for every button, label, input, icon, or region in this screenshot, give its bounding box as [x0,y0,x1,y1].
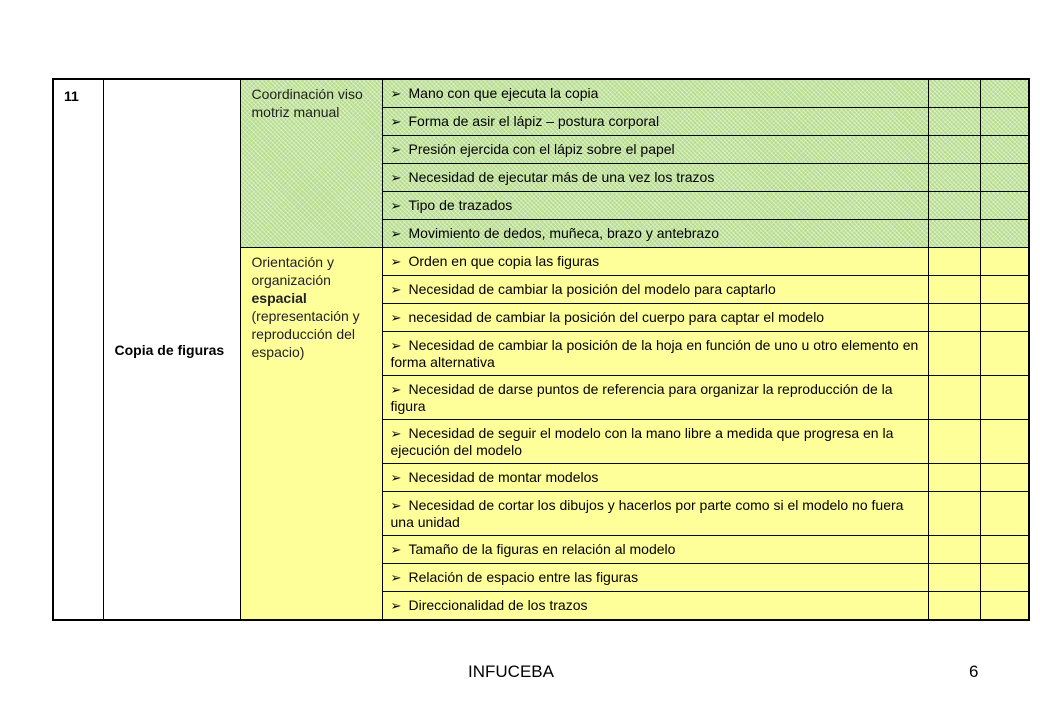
item-text: Necesidad de ejecutar más de una vez los trazos [408,169,715,185]
item-text: Forma de asir el lápiz – postura corporal [408,113,660,129]
arrow-bullet-icon: ➢ [390,426,402,441]
check-cell[interactable] [980,164,1029,192]
footer-institution: INFUCEBA [468,662,554,681]
item-cell [382,192,928,220]
item-cell [382,108,928,136]
arrow-bullet-icon: ➢ [390,382,402,397]
item-text: Necesidad de seguir el modelo con la mano libre a medida que progresa en la ejecución del modelo [390,425,894,458]
area-label: Copia de figuras [114,341,225,358]
arrow-bullet-icon: ➢ [390,114,402,129]
check-cell[interactable] [928,164,980,192]
item-text: Tipo de trazados [408,197,513,213]
arrow-bullet-icon: ➢ [390,226,402,241]
check-cell[interactable] [980,492,1029,536]
page-number: 6 [969,662,979,681]
arrow-bullet-icon: ➢ [390,542,402,557]
item-cell [382,220,928,248]
check-cell[interactable] [980,420,1029,464]
item-text: Relación de espacio entre las figuras [408,569,639,585]
item-cell [382,164,928,192]
item-text: Movimiento de dedos, muñeca, brazo y antebrazo [408,225,720,241]
arrow-bullet-icon: ➢ [390,170,402,185]
check-cell[interactable] [928,592,980,621]
check-cell[interactable] [980,108,1029,136]
check-cell[interactable] [928,492,980,536]
item-text: Tamaño de la figuras en relación al modelo [408,541,676,557]
item-cell [382,420,928,464]
check-cell[interactable] [928,136,980,164]
item-text: Orden en que copia las figuras [408,253,600,269]
arrow-bullet-icon: ➢ [390,498,402,513]
item-text: Necesidad de cambiar la posición del modelo para captarlo [408,281,776,297]
check-cell[interactable] [980,376,1029,420]
item-cell [382,79,928,108]
area-cell [103,79,240,620]
item-cell [382,248,928,276]
arrow-bullet-icon: ➢ [390,142,402,157]
check-cell[interactable] [980,304,1029,332]
item-text: Necesidad de cortar los dibujos y hacerlos por parte como si el modelo no fuera una unidad [390,497,904,530]
arrow-bullet-icon: ➢ [390,310,402,325]
check-cell[interactable] [980,332,1029,376]
check-cell[interactable] [980,220,1029,248]
check-cell[interactable] [980,136,1029,164]
check-cell[interactable] [980,192,1029,220]
arrow-bullet-icon: ➢ [390,282,402,297]
check-cell[interactable] [980,248,1029,276]
subarea-orientation [240,248,382,621]
item-text: Presión ejercida con el lápiz sobre el papel [408,141,675,157]
check-cell[interactable] [928,376,980,420]
item-cell [382,276,928,304]
arrow-bullet-icon: ➢ [390,598,402,613]
check-cell[interactable] [928,536,980,564]
item-text: Direccionalidad de los trazos [408,597,588,613]
item-cell [382,376,928,420]
check-cell[interactable] [928,192,980,220]
evaluation-table [52,78,1030,621]
subarea-text-bold: espacial [251,290,307,306]
check-cell[interactable] [928,220,980,248]
item-cell [382,536,928,564]
arrow-bullet-icon: ➢ [390,338,402,353]
check-cell[interactable] [980,79,1029,108]
item-cell [382,564,928,592]
item-cell [382,136,928,164]
check-cell[interactable] [980,276,1029,304]
item-text: Necesidad de montar modelos [408,469,599,485]
section-number: 11 [53,79,103,620]
check-cell[interactable] [980,592,1029,621]
item-cell [382,464,928,492]
item-cell [382,592,928,621]
arrow-bullet-icon: ➢ [390,470,402,485]
check-cell[interactable] [928,420,980,464]
check-cell[interactable] [928,304,980,332]
item-cell [382,492,928,536]
check-cell[interactable] [928,79,980,108]
item-text: Necesidad de darse puntos de referencia para organizar la reproducción de la figura [390,381,893,414]
check-cell[interactable] [980,464,1029,492]
check-cell[interactable] [980,564,1029,592]
item-cell [382,304,928,332]
arrow-bullet-icon: ➢ [390,570,402,585]
arrow-bullet-icon: ➢ [390,198,402,213]
item-text: Mano con que ejecuta la copia [408,85,599,101]
check-cell[interactable] [928,332,980,376]
check-cell[interactable] [928,464,980,492]
check-cell[interactable] [928,276,980,304]
check-cell[interactable] [980,536,1029,564]
subarea-text-2: (representación y reproducción del espacio) [251,308,360,360]
subarea-text-1: Orientación y organización [251,254,334,288]
check-cell[interactable] [928,248,980,276]
item-text: Necesidad de cambiar la posición de la hoja en función de uno u otro elemento en forma alternativa [390,337,919,370]
arrow-bullet-icon: ➢ [390,254,402,269]
subarea-coordination: Coordinación viso motriz manual [240,79,382,248]
check-cell[interactable] [928,108,980,136]
item-cell [382,332,928,376]
item-text: necesidad de cambiar la posición del cuerpo para captar el modelo [408,309,825,325]
table-row [53,79,1029,108]
check-cell[interactable] [928,564,980,592]
arrow-bullet-icon: ➢ [390,86,402,101]
